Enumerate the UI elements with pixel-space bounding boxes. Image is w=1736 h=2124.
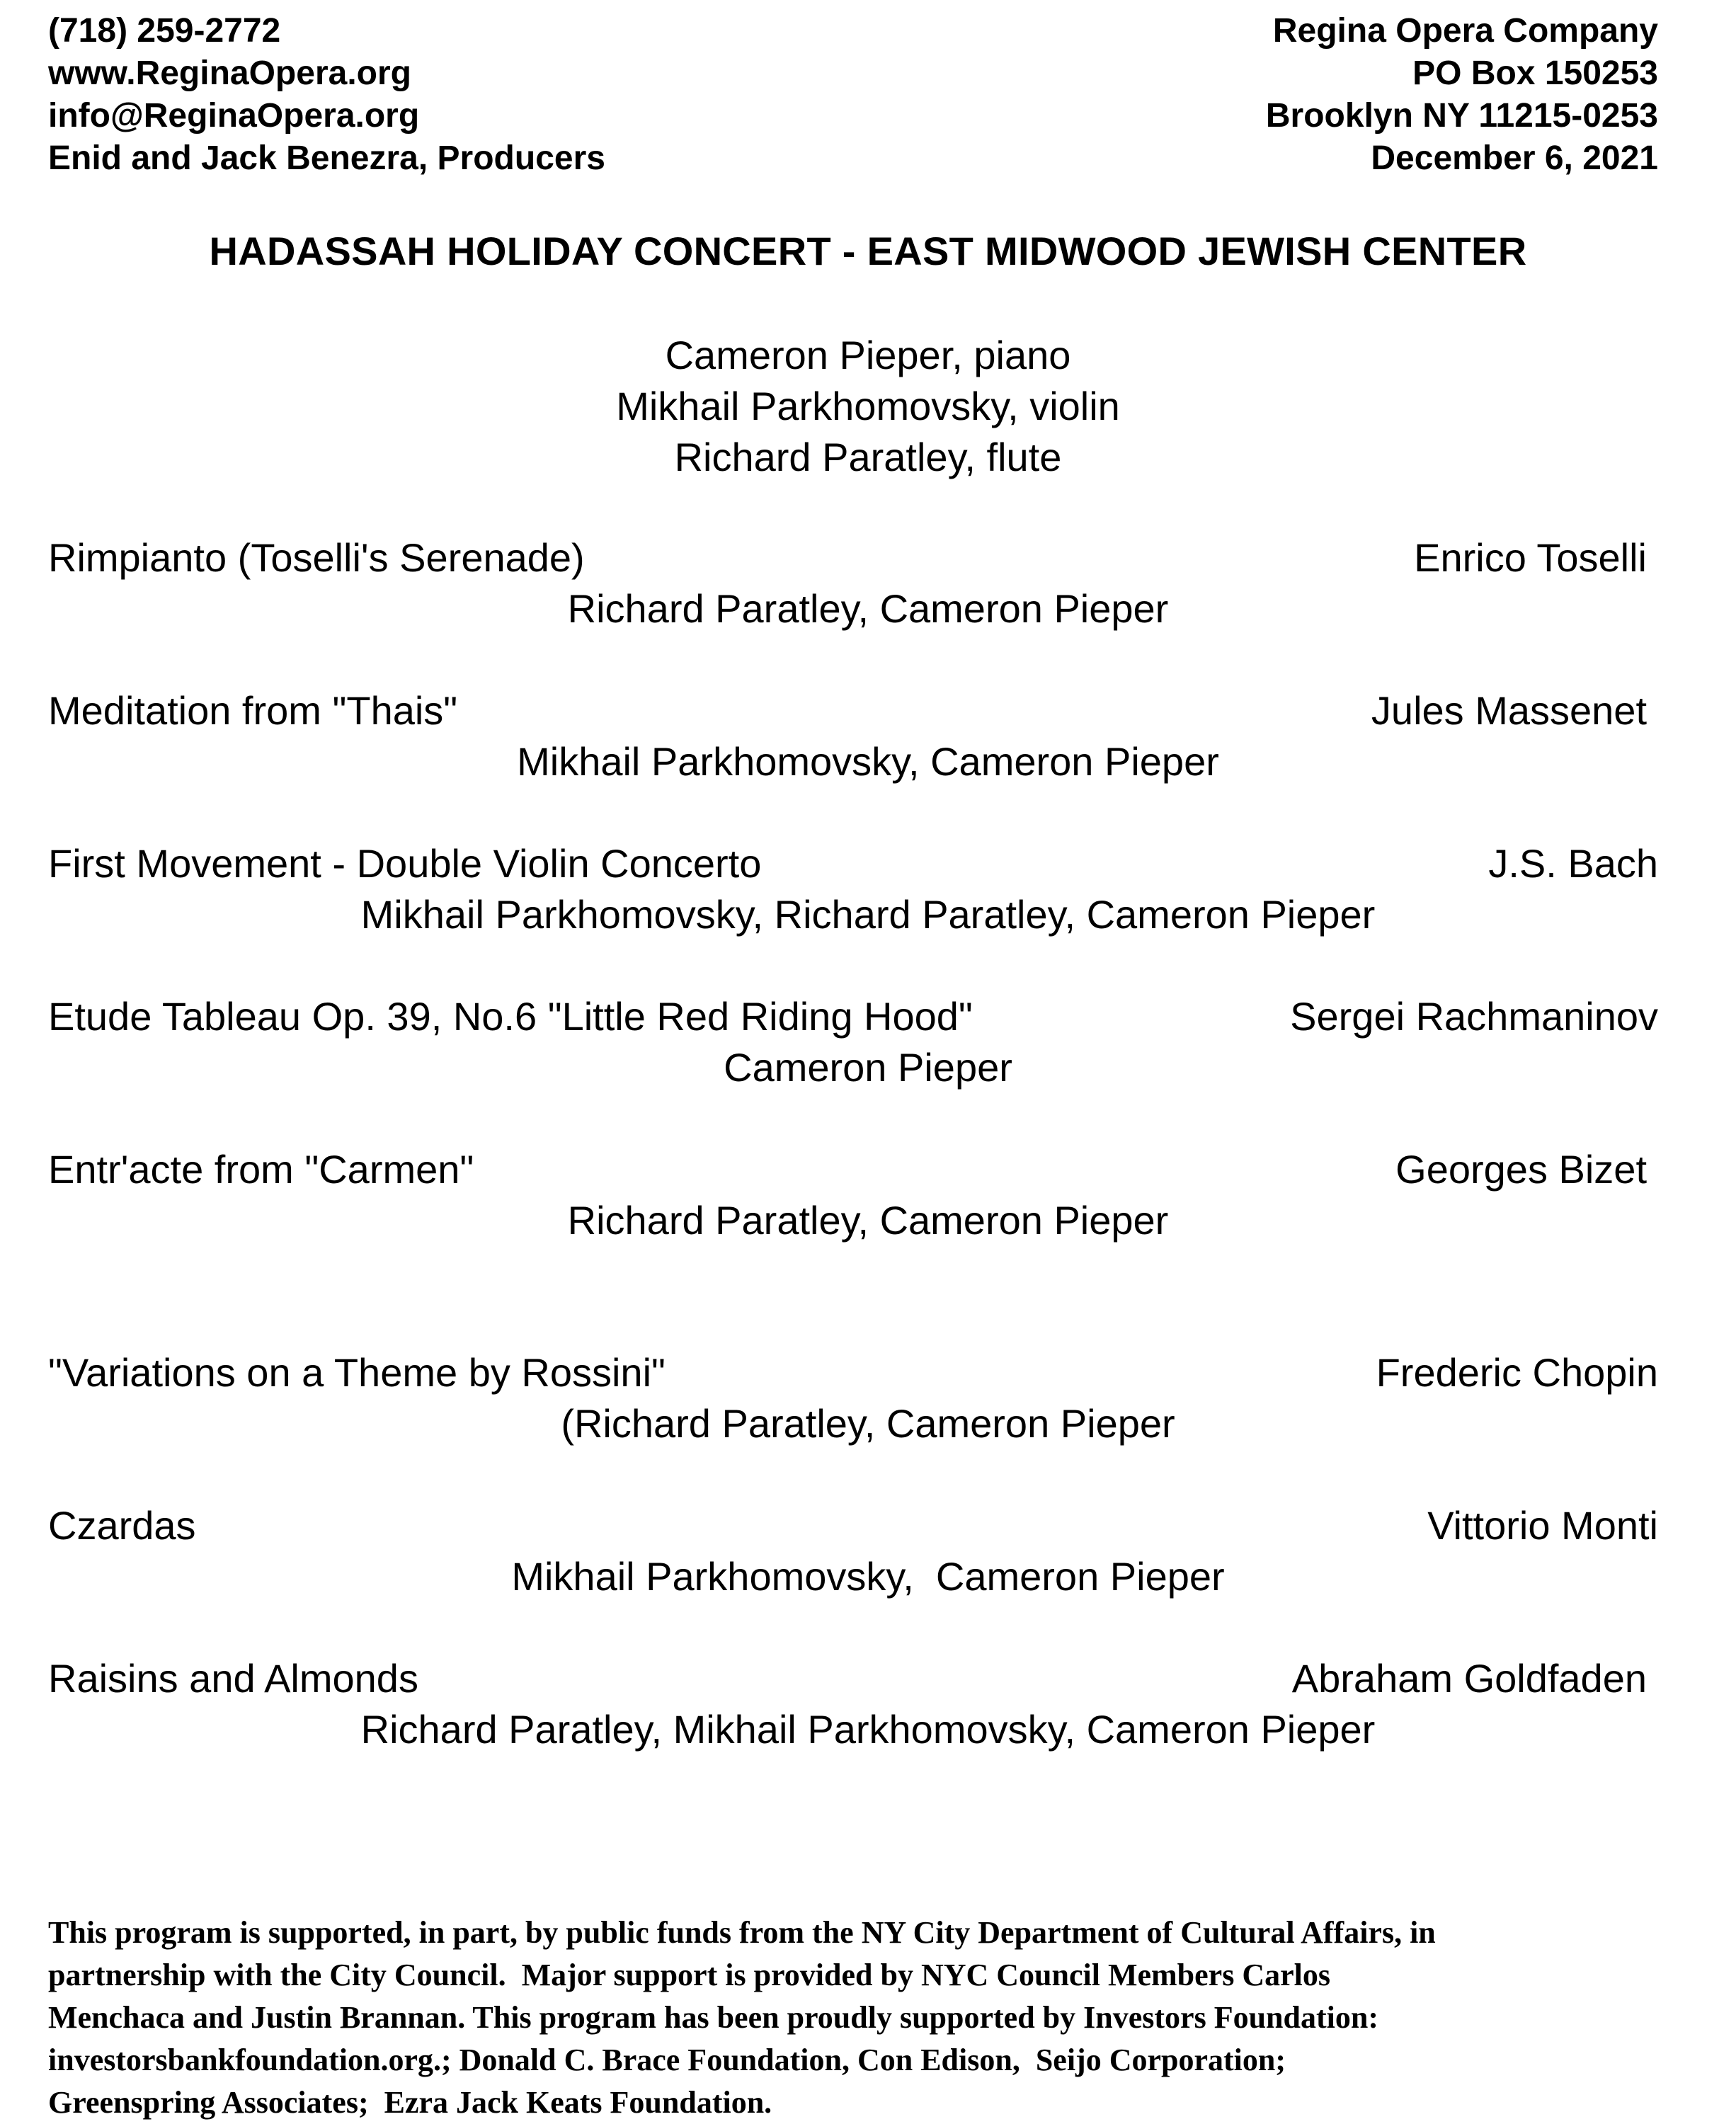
composer: Vittorio Monti	[1427, 1503, 1658, 1548]
program-item	[48, 838, 1658, 940]
piece-title: Entr'acte from "Carmen"	[48, 1147, 474, 1192]
piece-players: (Richard Paratley, Cameron Pieper	[561, 1401, 1175, 1446]
program-item	[48, 1347, 1658, 1449]
po-box: PO Box 150253	[1412, 55, 1658, 92]
piece-title: Rimpianto (Toselli's Serenade)	[48, 535, 585, 580]
composer: Frederic Chopin	[1376, 1350, 1658, 1395]
composer: Sergei Rachmaninov	[1290, 994, 1658, 1039]
performer-piano: Cameron Pieper, piano	[665, 333, 1071, 377]
piece-players: Mikhail Parkhomovsky, Cameron Pieper	[517, 739, 1219, 784]
composer: Georges Bizet	[1395, 1147, 1647, 1192]
piece-players: Richard Paratley, Cameron Pieper	[567, 1198, 1169, 1243]
piece-players: Richard Paratley, Cameron Pieper	[567, 586, 1169, 631]
piece-players: Richard Paratley, Mikhail Parkhomovsky, Cameron Pieper	[360, 1707, 1376, 1752]
program-item	[48, 1500, 1658, 1602]
program-date: December 6, 2021	[1371, 139, 1658, 177]
producers: Enid and Jack Benezra, Producers	[48, 139, 605, 177]
performer-violin: Mikhail Parkhomovsky, violin	[616, 384, 1120, 428]
funding-line: investorsbankfoundation.org.; Donald C. Brace Foundation, Con Edison, Seijo Corporation;	[48, 2043, 1286, 2077]
piece-title: Meditation from "Thais"	[48, 688, 458, 733]
piece-title: Etude Tableau Op. 39, No.6 "Little Red Riding Hood"	[48, 994, 973, 1039]
performers-list	[0, 330, 1736, 483]
contact-info	[48, 10, 605, 180]
email: info@ReginaOpera.org	[48, 97, 420, 135]
piece-title: Czardas	[48, 1503, 196, 1548]
funding-line: Menchaca and Justin Brannan. This program has been proudly supported by Investors Foundation:	[48, 2000, 1378, 2035]
program-item	[48, 1144, 1658, 1246]
piece-title: Raisins and Almonds	[48, 1656, 418, 1701]
composer: Jules Massenet	[1371, 688, 1647, 733]
website: www.ReginaOpera.org	[48, 55, 411, 92]
funding-line: Greenspring Associates; Ezra Jack Keats Foundation.	[48, 2085, 772, 2120]
program-item	[48, 532, 1658, 634]
company-address	[1266, 10, 1658, 180]
funding-acknowledgement	[48, 1912, 1688, 2124]
piece-players: Mikhail Parkhomovsky, Cameron Pieper	[511, 1554, 1225, 1599]
piece-players: Cameron Pieper	[724, 1045, 1012, 1090]
company-name: Regina Opera Company	[1272, 12, 1658, 50]
program-item	[48, 991, 1658, 1093]
piece-title: First Movement - Double Violin Concerto	[48, 841, 762, 886]
city-state-zip: Brooklyn NY 11215-0253	[1265, 97, 1658, 135]
performer-flute: Richard Paratley, flute	[674, 435, 1062, 479]
piece-players: Mikhail Parkhomovsky, Richard Paratley, Cameron Pieper	[360, 892, 1376, 937]
composer: J.S. Bach	[1488, 841, 1658, 886]
letterhead	[48, 10, 1658, 180]
composer: Enrico Toselli	[1414, 535, 1647, 580]
funding-line: This program is supported, in part, by public funds from the NY City Department of Cultural Affairs, in	[48, 1915, 1436, 1950]
program-item	[48, 685, 1658, 787]
piece-title: "Variations on a Theme by Rossini"	[48, 1350, 666, 1395]
composer: Abraham Goldfaden	[1291, 1656, 1647, 1701]
program-item	[48, 1653, 1658, 1755]
phone-number: (718) 259-2772	[48, 12, 281, 50]
funding-line: partnership with the City Council. Major support is provided by NYC Council Members Carlos	[48, 1958, 1330, 1992]
concert-title: HADASSAH HOLIDAY CONCERT - EAST MIDWOOD JEWISH CENTER	[209, 229, 1527, 273]
